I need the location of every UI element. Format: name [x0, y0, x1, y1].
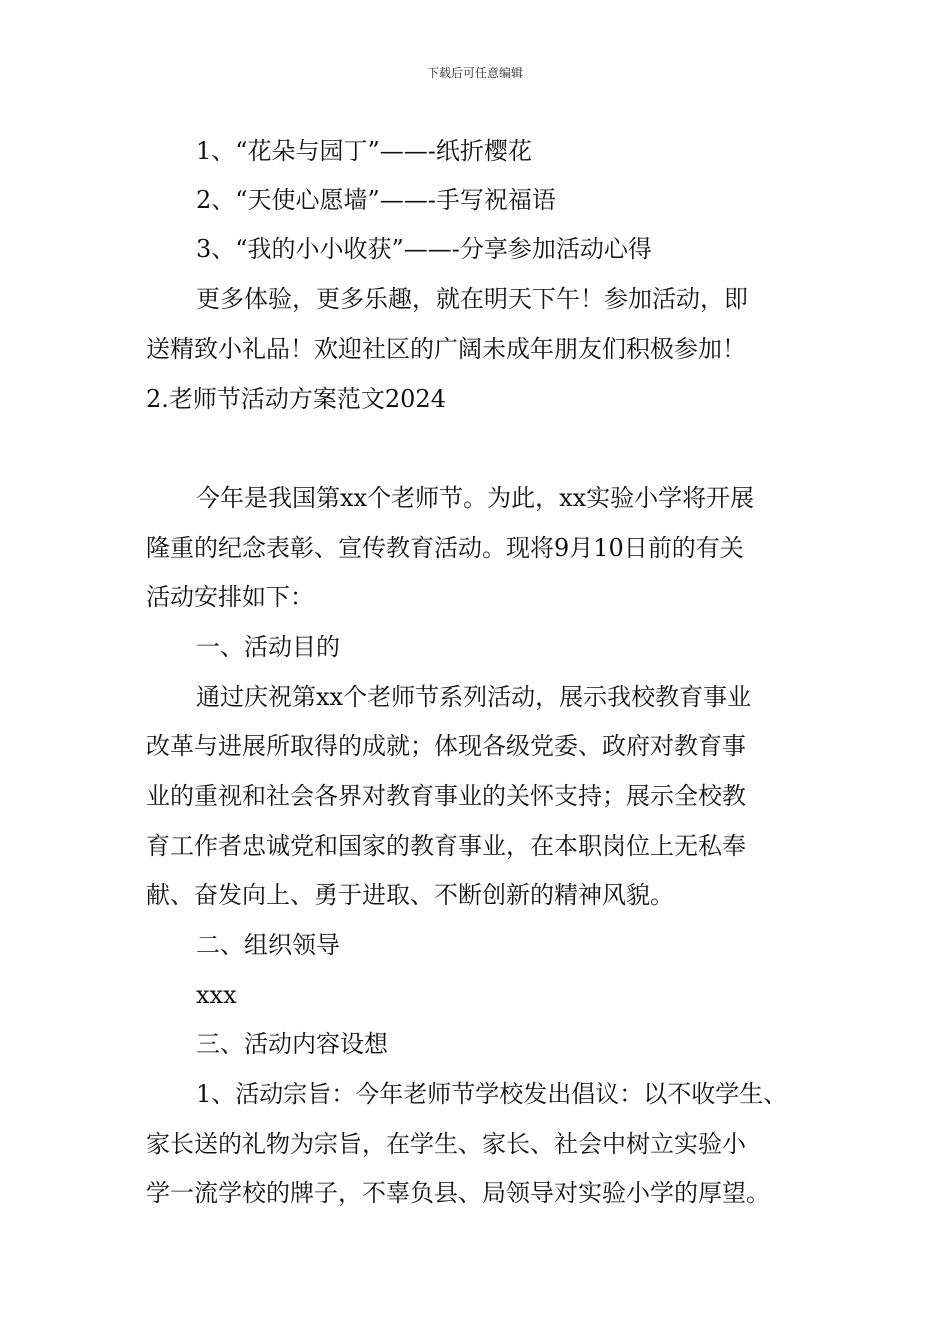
paragraph-line: 1、活动宗旨：今年老师节学校发出倡议：以不收学生、 — [196, 1080, 788, 1108]
activity-item-1: 1、“花朵与园丁”——-纸折樱花 — [196, 137, 532, 165]
paragraph-line: 通过庆祝第xx个老师节系列活动，展示我校教育事业 — [196, 683, 752, 711]
subsection-heading: 一、活动目的 — [196, 633, 340, 661]
paragraph-line: xxx — [196, 981, 237, 1009]
paragraph-line: 家长送的礼物为宗旨，在学生、家长、社会中树立实验小 — [146, 1130, 746, 1158]
paragraph-line: 学一流学校的牌子，不辜负县、局领导对实验小学的厚望。 — [146, 1179, 770, 1207]
activity-item-2: 2、“天使心愿墙”——-手写祝福语 — [196, 186, 556, 214]
paragraph-line: 育工作者忠诚党和国家的教育事业，在本职岗位上无私奉 — [146, 832, 746, 860]
paragraph-line: 更多体验，更多乐趣，就在明天下午！参加活动，即 — [196, 285, 748, 313]
subsection-heading: 三、活动内容设想 — [196, 1030, 388, 1058]
paragraph-line: 献、奋发向上、勇于进取、不断创新的精神风貌。 — [146, 881, 674, 909]
subsection-heading: 二、组织领导 — [196, 931, 340, 959]
paragraph-line: 业的重视和社会各界对教育事业的关怀支持；展示全校教 — [146, 782, 746, 810]
paragraph-line: 今年是我国第xx个老师节。为此，xx实验小学将开展 — [196, 484, 755, 512]
activity-item-3: 3、“我的小小收获”——-分享参加活动心得 — [196, 235, 652, 263]
paragraph-line: 送精致小礼品！欢迎社区的广阔未成年朋友们积极参加！ — [146, 335, 746, 363]
page-header-note: 下载后可任意编辑 — [426, 66, 523, 80]
paragraph-line: 隆重的纪念表彰、宣传教育活动。现将9月10日前的有关 — [146, 534, 744, 562]
paragraph-line: 改革与进展所取得的成就；体现各级党委、政府对教育事 — [146, 732, 746, 760]
section-heading: 2.老师节活动方案范文2024 — [146, 385, 446, 413]
paragraph-line: 活动安排如下： — [146, 583, 314, 611]
